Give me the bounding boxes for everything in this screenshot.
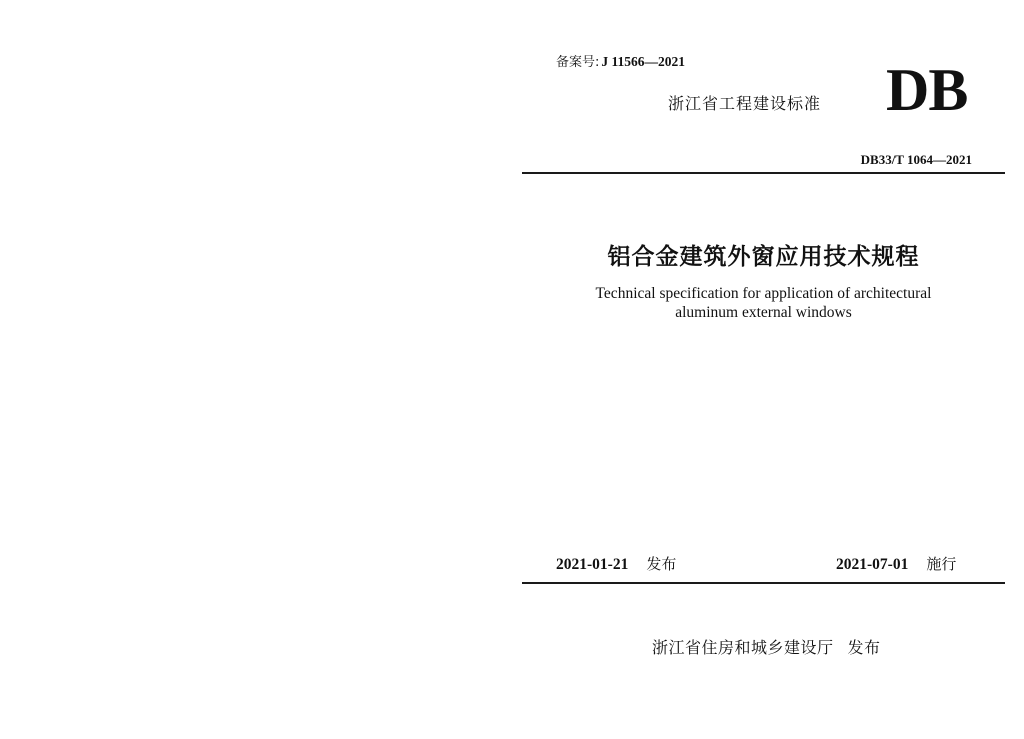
record-number-value: J 11566—2021 [601, 54, 686, 69]
title-english-line-2: aluminum external windows [675, 304, 852, 321]
effective-date: 2021-07-01 [836, 556, 909, 573]
standard-number: DB33/T 1064—2021 [860, 152, 972, 167]
issue-date-block [556, 553, 676, 574]
bottom-divider [522, 582, 1005, 584]
title-english [522, 284, 1005, 322]
top-divider [522, 172, 1005, 174]
effective-label: 施行 [926, 555, 957, 573]
publisher-label: 发布 [847, 638, 881, 657]
issue-date: 2021-01-21 [556, 556, 629, 573]
publisher-block [652, 635, 881, 658]
title-chinese: 铝合金建筑外窗应用技术规程 [607, 243, 920, 270]
record-label: 备案号: [556, 55, 600, 70]
db-logo: DB [886, 57, 968, 123]
standard-category: 浙江省工程建设标准 [668, 94, 822, 113]
effective-date-block [836, 553, 956, 574]
publisher-name: 浙江省住房和城乡建设厅 [652, 638, 834, 657]
issue-label: 发布 [646, 555, 677, 573]
title-english-line-1: Technical specification for application of architectural [595, 285, 932, 302]
record-number [556, 51, 685, 70]
